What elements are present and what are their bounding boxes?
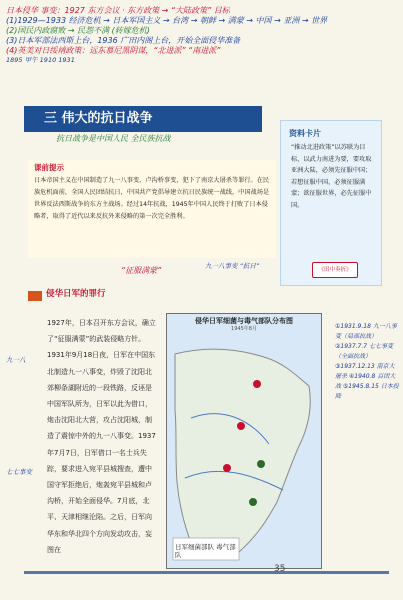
note-line-1: 日本侵华 事变：1927 东方会议 · 东方政策 → “大陆政策” 目标 [6, 6, 230, 15]
map-subtitle: 1945年8月 [231, 326, 257, 332]
unit-marker [249, 498, 257, 506]
map-drawing [167, 314, 321, 568]
tips-title: 课前提示 [34, 163, 64, 172]
annotation-918: 九一八 [6, 356, 26, 364]
bottom-bar [24, 571, 389, 574]
card-text: “推动北进政策”以苏联为目标，以武力南进为要，要攻取亚洲大陆，必须先征服中国；若想征服中国，必须征服满蒙；欲征服世界，必先征服中国。 [291, 144, 372, 209]
subhead-title: 侵华日军的罪行 [46, 289, 106, 299]
card-title: 资料卡片 [289, 129, 321, 138]
unit-marker [237, 422, 245, 430]
body-text: 1927年，日本召开东方会议，确立了“征服满蒙”的武装侵略方针。1931年9月18日夜，日军在中国东北制造九一八事变，炸毁了沈阳北郊柳条湖附近的一段铁路，反诬是中国军队所为，日军以此为借口，炮击沈阳北大营，攻占沈阳城，制造了震惊中外的九一八事变。1937年7月7日，日军借口一名士兵失踪，要求进入宛平县城搜查，遭中国守军拒绝后，炮轰宛平县城和卢沟桥，开始全面侵华。7月底，北平、天津相继沦陷。之后，日军向华东和华北四个方向发动攻击，妄图在 [47, 319, 156, 554]
china-landmass [175, 349, 310, 556]
tips-text: 日本帝国主义在中国制造了九一八事变、卢沟桥事变，犯下了南京大屠杀等罪行。在民族危机面前，全国人民团结抗日，中国共产党倡导建立抗日民族统一战线，中国战场是世界反法西斯战争的东方主战场。经过14年抗战，1945年中国人民终于打败了日本侵略者，取得了近代以来反抗外来侵略的第一次完全胜利。 [34, 177, 270, 220]
unit-marker [257, 460, 265, 468]
subhead-marker [28, 291, 42, 301]
pre-class-tips [28, 160, 276, 258]
note-line-3: (2)国民内政腐败 → 民怨不满 (转嫁危机) [6, 26, 150, 35]
card-stamp: 《田中奏折》 [312, 262, 358, 278]
right-handwritten-notes: ①1931.9.18 九一八事变（局部抗战） ②1937.7.7 七七事变（全面抗战） ③1937.12.13 南京大屠杀 ④1940.8 百团大战 ⑤1945.8.15 日本投降 [335, 323, 399, 400]
map-title: 侵华日军细菌与毒气部队分布图 [195, 317, 293, 325]
note-extra: 1895 甲午 1910 1931 [6, 56, 75, 64]
note-line-4: (3)日本军部法西斯上台，1936 广田内阁上台，开始全面侵华准备 [6, 36, 241, 45]
note-line-5: (4)英美对日绥靖政策：远东慕尼黑阴谋，“北进派” “南进派” [6, 46, 221, 55]
map-figure [166, 313, 322, 569]
section-subtitle: 抗日战争是中国人民 全民族抗战 [56, 134, 171, 143]
section-title: 三 伟大的抗日战争 [44, 111, 153, 126]
note-line-2: (1)1929—1933 经济危机 → 日本军国主义 → 台湾 → 朝鲜 → 满蒙 → 中国 → 亚洲 → 世界 [6, 16, 328, 25]
annotation-july7: 七七事变 [6, 468, 32, 476]
data-card [280, 120, 382, 286]
annotation-sept18: 九一八事变 “抗日” [205, 262, 260, 270]
top-handwritten-notes [6, 6, 398, 106]
unit-marker [223, 464, 231, 472]
unit-marker [253, 380, 261, 388]
annotation-conquer-manmeng: “征服满蒙” [121, 266, 162, 275]
page-number: 35 [274, 564, 286, 574]
map-legend: 日军细菌部队 毒气部队 [175, 543, 236, 559]
